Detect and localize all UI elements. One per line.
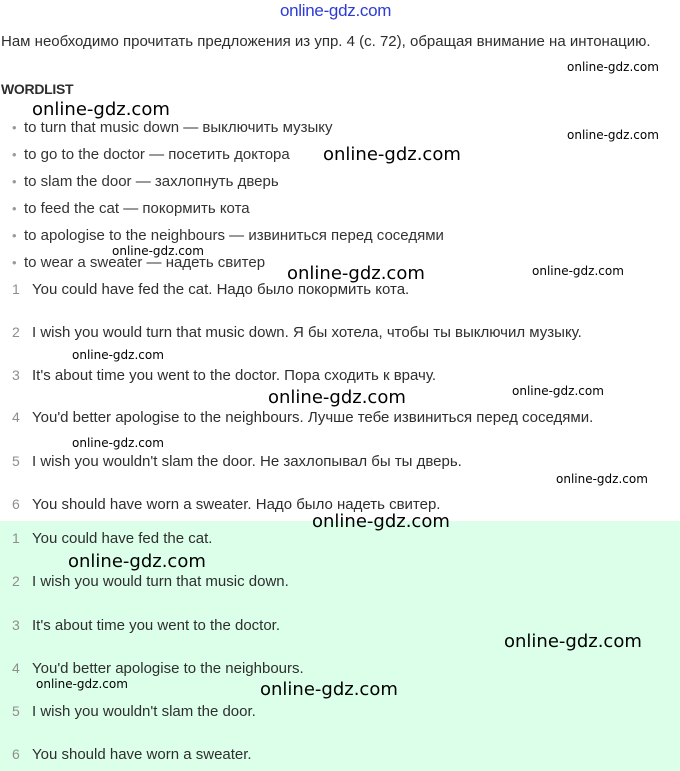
bullet-icon: • bbox=[12, 201, 17, 216]
answer-row: 1 You could have fed the cat. bbox=[12, 530, 213, 547]
sentence-row: 6 You should have worn a sweater. Надо было надеть свитер. bbox=[12, 496, 441, 513]
bullet-icon: • bbox=[12, 147, 17, 162]
wordlist-item: • to wear a sweater — надеть свитер bbox=[12, 254, 266, 271]
watermark: online-gdz.com bbox=[112, 244, 204, 258]
watermark: online-gdz.com bbox=[556, 472, 648, 486]
bullet-icon: • bbox=[12, 255, 17, 270]
watermark: online-gdz.com bbox=[72, 436, 164, 450]
wordlist-item: • to turn that music down — выключить музыку bbox=[12, 119, 333, 136]
task-instruction: Нам необходимо прочитать предложения из упр. 4 (с. 72), обращая внимание на интонацию. bbox=[1, 33, 651, 50]
sentence-row: 1 You could have fed the cat. Надо было покормить кота. bbox=[12, 281, 410, 298]
watermark: online-gdz.com bbox=[504, 631, 642, 652]
watermark: online-gdz.com bbox=[72, 348, 164, 362]
bullet-icon: • bbox=[12, 174, 17, 189]
sentence-row: 3 It's about time you went to the doctor. Пора сходить к врачу. bbox=[12, 367, 437, 384]
watermark: online-gdz.com bbox=[323, 144, 461, 165]
sentence-row: 5 I wish you wouldn't slam the door. Не захлопывал бы ты дверь. bbox=[12, 453, 462, 470]
wordlist-item: • to apologise to the neighbours — извиниться перед соседями bbox=[12, 227, 444, 244]
sentence-row: 2 I wish you would turn that music down. Я бы хотела, чтобы ты выключил музыку. bbox=[12, 324, 582, 341]
watermark: online-gdz.com bbox=[36, 677, 128, 691]
answer-row: 6 You should have worn a sweater. bbox=[12, 746, 252, 763]
wordlist-item: • to go to the doctor — посетить доктора bbox=[12, 146, 290, 163]
bullet-icon: • bbox=[12, 228, 17, 243]
watermark: online-gdz.com bbox=[567, 60, 659, 74]
wordlist-title: WORDLIST bbox=[1, 81, 74, 97]
watermark: online-gdz.com bbox=[260, 679, 398, 700]
bullet-icon: • bbox=[12, 120, 17, 135]
watermark: online-gdz.com bbox=[68, 551, 206, 572]
watermark: online-gdz.com bbox=[268, 387, 406, 408]
wordlist-item: • to feed the cat — покормить кота bbox=[12, 200, 250, 217]
header-watermark: online-gdz.com bbox=[280, 1, 392, 20]
answer-row: 4 You'd better apologise to the neighbours. bbox=[12, 660, 304, 677]
answer-row: 2 I wish you would turn that music down. bbox=[12, 573, 289, 590]
sentence-row: 4 You'd better apologise to the neighbours. Лучше тебе извиниться перед соседями. bbox=[12, 409, 594, 426]
answer-row: 5 I wish you wouldn't slam the door. bbox=[12, 703, 256, 720]
watermark: online-gdz.com bbox=[532, 264, 624, 278]
watermark: online-gdz.com bbox=[32, 99, 170, 120]
watermark: online-gdz.com bbox=[287, 263, 425, 284]
watermark: online-gdz.com bbox=[312, 511, 450, 532]
watermark: online-gdz.com bbox=[512, 384, 604, 398]
answer-row: 3 It's about time you went to the doctor. bbox=[12, 617, 281, 634]
watermark: online-gdz.com bbox=[567, 128, 659, 142]
wordlist-item: • to slam the door — захлопнуть дверь bbox=[12, 173, 279, 190]
